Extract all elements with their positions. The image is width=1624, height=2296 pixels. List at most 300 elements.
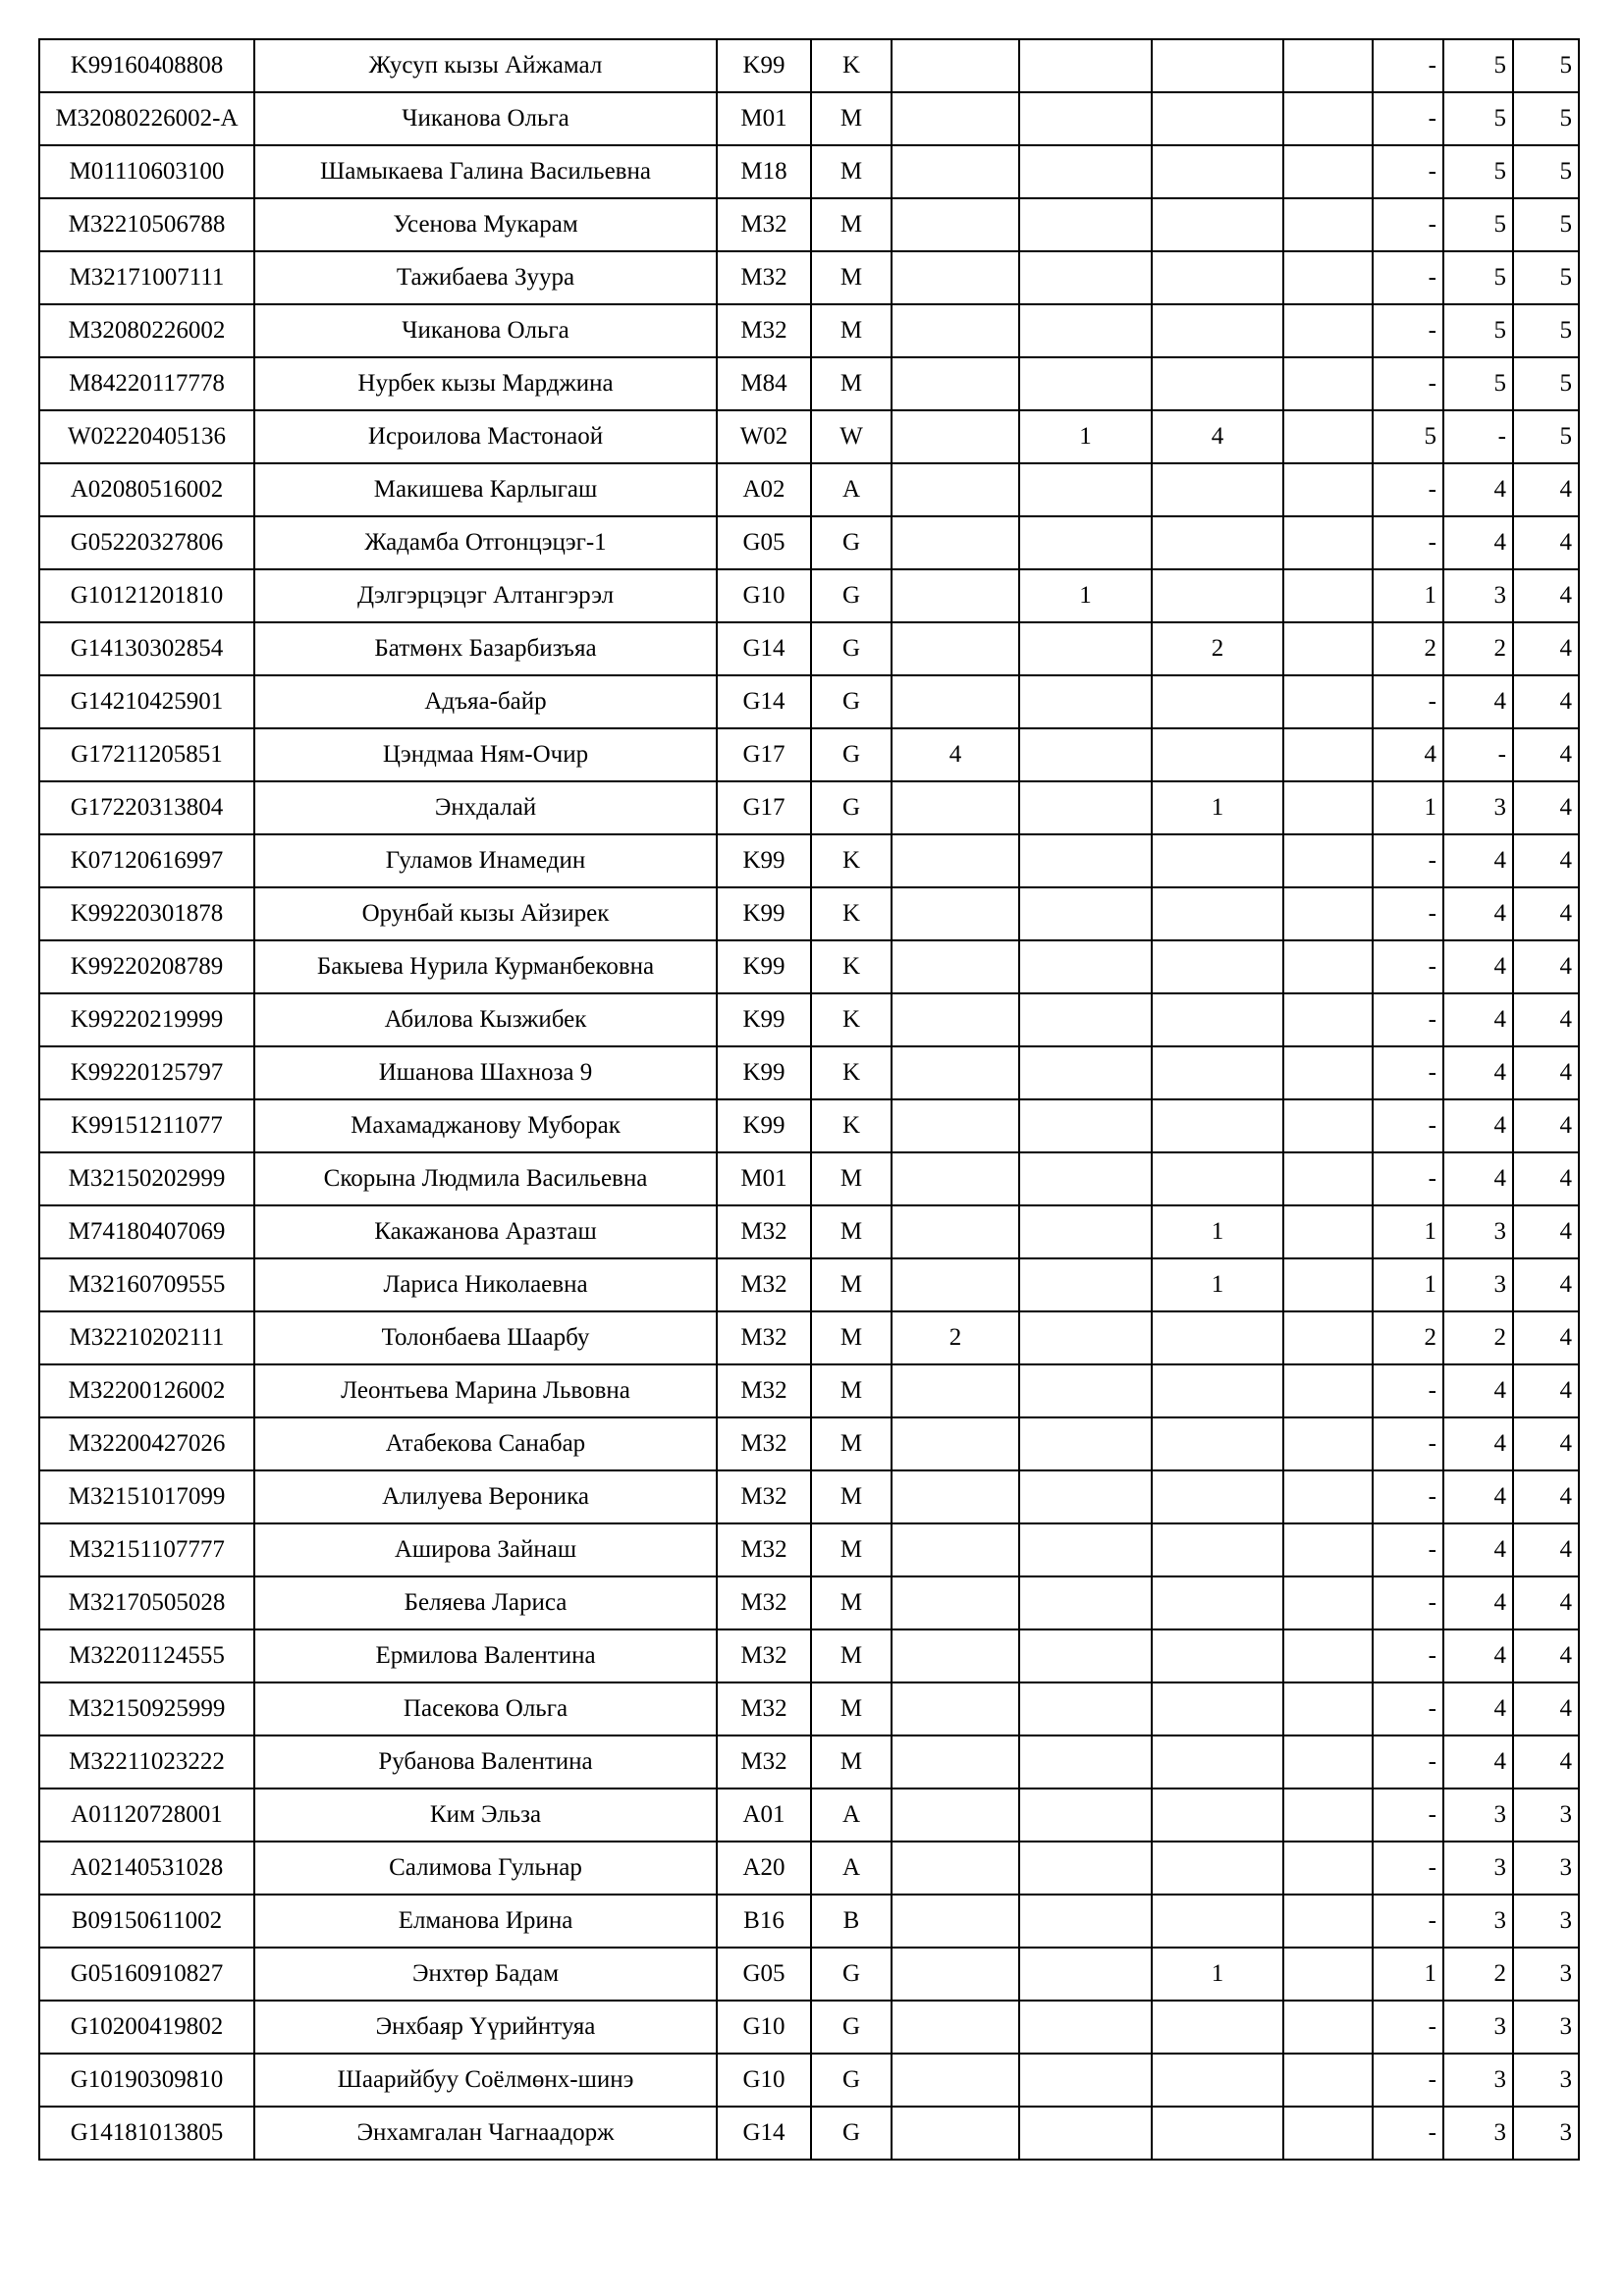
category-cell: M [811,1258,892,1311]
col-3-cell: 1 [1152,1205,1283,1258]
table-row [39,410,1579,463]
col-1-cell [892,39,1019,92]
col-2-cell [1019,1842,1152,1895]
category-cell: M [811,92,892,145]
group-cell: K99 [717,834,811,887]
subtotal-cell: - [1373,1842,1443,1895]
subtotal-cell: - [1373,39,1443,92]
category-cell: K [811,1046,892,1099]
col-1-cell [892,251,1019,304]
total-cell: 5 [1513,251,1579,304]
count-cell: 4 [1443,887,1513,940]
col-4-cell [1283,1735,1373,1789]
group-cell: M32 [717,198,811,251]
name-cell: Орунбай кызы Айзирек [254,887,717,940]
id-cell: M32080226002-A [39,92,254,145]
id-cell: G14130302854 [39,622,254,675]
col-4-cell [1283,940,1373,993]
subtotal-cell: - [1373,2107,1443,2160]
id-cell: M74180407069 [39,1205,254,1258]
name-cell: Цэндмаа Ням-Очир [254,728,717,781]
col-3-cell [1152,1576,1283,1629]
subtotal-cell: - [1373,198,1443,251]
col-4-cell [1283,357,1373,410]
name-cell: Батмөнх Базарбизъяа [254,622,717,675]
col-4-cell [1283,728,1373,781]
col-3-cell [1152,1682,1283,1735]
count-cell: - [1443,410,1513,463]
group-cell: G05 [717,1948,811,2001]
col-1-cell [892,1046,1019,1099]
col-2-cell [1019,198,1152,251]
col-3-cell [1152,516,1283,569]
col-2-cell [1019,1417,1152,1470]
col-1-cell [892,1629,1019,1682]
subtotal-cell: - [1373,357,1443,410]
col-3-cell [1152,39,1283,92]
col-1-cell [892,1576,1019,1629]
total-cell: 5 [1513,410,1579,463]
category-cell: K [811,834,892,887]
total-cell: 4 [1513,622,1579,675]
id-cell: W02220405136 [39,410,254,463]
id-cell: M84220117778 [39,357,254,410]
col-1-cell [892,1789,1019,1842]
count-cell: 4 [1443,1523,1513,1576]
table-row [39,1895,1579,1948]
count-cell: 5 [1443,92,1513,145]
table-row [39,516,1579,569]
col-2-cell [1019,1576,1152,1629]
col-2-cell: 1 [1019,569,1152,622]
name-cell: Энхтөр Бадам [254,1948,717,2001]
total-cell: 4 [1513,1470,1579,1523]
name-cell: Рубанова Валентина [254,1735,717,1789]
col-4-cell [1283,1046,1373,1099]
category-cell: W [811,410,892,463]
group-cell: K99 [717,940,811,993]
col-2-cell [1019,2054,1152,2107]
table-row [39,569,1579,622]
col-2-cell [1019,728,1152,781]
id-cell: G05220327806 [39,516,254,569]
group-cell: M32 [717,1576,811,1629]
table-row [39,781,1579,834]
col-4-cell [1283,516,1373,569]
col-4-cell [1283,1682,1373,1735]
name-cell: Исроилова Мастонаой [254,410,717,463]
table-row [39,1948,1579,2001]
col-1-cell [892,622,1019,675]
count-cell: 3 [1443,2054,1513,2107]
total-cell: 3 [1513,1842,1579,1895]
category-cell: G [811,728,892,781]
category-cell: K [811,39,892,92]
id-cell: M32170505028 [39,1576,254,1629]
col-1-cell [892,569,1019,622]
col-1-cell [892,1364,1019,1417]
id-cell: K99220301878 [39,887,254,940]
name-cell: Чиканова Ольга [254,304,717,357]
col-3-cell [1152,1842,1283,1895]
subtotal-cell: - [1373,92,1443,145]
total-cell: 4 [1513,1417,1579,1470]
id-cell: K99160408808 [39,39,254,92]
group-cell: M84 [717,357,811,410]
subtotal-cell: 4 [1373,728,1443,781]
total-cell: 5 [1513,145,1579,198]
col-1-cell [892,675,1019,728]
col-3-cell: 2 [1152,622,1283,675]
subtotal-cell: - [1373,1152,1443,1205]
count-cell: - [1443,728,1513,781]
total-cell: 4 [1513,1576,1579,1629]
col-4-cell [1283,1311,1373,1364]
name-cell: Абилова Кызжибек [254,993,717,1046]
category-cell: G [811,569,892,622]
table-row [39,2107,1579,2160]
col-3-cell [1152,887,1283,940]
id-cell: M32151107777 [39,1523,254,1576]
category-cell: M [811,251,892,304]
col-1-cell [892,357,1019,410]
col-3-cell [1152,1311,1283,1364]
col-4-cell [1283,1364,1373,1417]
col-2-cell [1019,622,1152,675]
col-4-cell [1283,1470,1373,1523]
id-cell: A02140531028 [39,1842,254,1895]
col-4-cell [1283,198,1373,251]
subtotal-cell: - [1373,516,1443,569]
col-1-cell [892,887,1019,940]
col-4-cell [1283,1629,1373,1682]
category-cell: G [811,1948,892,2001]
col-4-cell [1283,1258,1373,1311]
col-1-cell [892,940,1019,993]
col-3-cell: 1 [1152,781,1283,834]
col-4-cell [1283,1417,1373,1470]
group-cell: M32 [717,1205,811,1258]
subtotal-cell: 2 [1373,622,1443,675]
col-4-cell [1283,834,1373,887]
table-row [39,622,1579,675]
table-row [39,993,1579,1046]
subtotal-cell: 1 [1373,781,1443,834]
total-cell: 4 [1513,1629,1579,1682]
subtotal-cell: - [1373,675,1443,728]
col-1-cell [892,1842,1019,1895]
col-4-cell [1283,410,1373,463]
category-cell: M [811,1523,892,1576]
category-cell: M [811,198,892,251]
count-cell: 5 [1443,251,1513,304]
count-cell: 4 [1443,1576,1513,1629]
id-cell: G10121201810 [39,569,254,622]
col-3-cell [1152,198,1283,251]
col-2-cell [1019,2107,1152,2160]
subtotal-cell: - [1373,1895,1443,1948]
count-cell: 3 [1443,1258,1513,1311]
col-3-cell [1152,569,1283,622]
col-1-cell [892,2001,1019,2054]
col-4-cell [1283,993,1373,1046]
table-row [39,1152,1579,1205]
col-2-cell: 1 [1019,410,1152,463]
count-cell: 4 [1443,463,1513,516]
id-cell: G17211205851 [39,728,254,781]
group-cell: G10 [717,569,811,622]
col-3-cell [1152,993,1283,1046]
category-cell: B [811,1895,892,1948]
name-cell: Энхамгалан Чагнаадорж [254,2107,717,2160]
col-1-cell [892,834,1019,887]
total-cell: 4 [1513,993,1579,1046]
group-cell: A01 [717,1789,811,1842]
name-cell: Жусуп кызы Айжамал [254,39,717,92]
total-cell: 4 [1513,463,1579,516]
subtotal-cell: - [1373,2001,1443,2054]
subtotal-cell: - [1373,1682,1443,1735]
count-cell: 3 [1443,2107,1513,2160]
col-4-cell [1283,622,1373,675]
col-1-cell [892,1417,1019,1470]
name-cell: Пасекова Ольга [254,1682,717,1735]
col-3-cell: 1 [1152,1258,1283,1311]
category-cell: G [811,675,892,728]
col-4-cell [1283,145,1373,198]
category-cell: G [811,2107,892,2160]
category-cell: M [811,1682,892,1735]
col-3-cell [1152,1523,1283,1576]
table-row [39,675,1579,728]
group-cell: G14 [717,622,811,675]
table-row [39,2054,1579,2107]
subtotal-cell: - [1373,1046,1443,1099]
col-4-cell [1283,1895,1373,1948]
col-2-cell [1019,1789,1152,1842]
count-cell: 4 [1443,1152,1513,1205]
table-row [39,1629,1579,1682]
group-cell: M32 [717,1523,811,1576]
table-row [39,1205,1579,1258]
table-row [39,940,1579,993]
category-cell: M [811,1576,892,1629]
col-1-cell [892,2107,1019,2160]
id-cell: G05160910827 [39,1948,254,2001]
col-1-cell [892,516,1019,569]
total-cell: 4 [1513,1258,1579,1311]
total-cell: 4 [1513,1099,1579,1152]
count-cell: 2 [1443,1948,1513,2001]
table-row [39,1099,1579,1152]
subtotal-cell: - [1373,1364,1443,1417]
count-cell: 3 [1443,1205,1513,1258]
col-4-cell [1283,1152,1373,1205]
col-1-cell [892,1470,1019,1523]
col-1-cell [892,1152,1019,1205]
total-cell: 5 [1513,39,1579,92]
table-row [39,357,1579,410]
name-cell: Шамыкаева Галина Васильевна [254,145,717,198]
category-cell: A [811,1789,892,1842]
subtotal-cell: - [1373,834,1443,887]
table-row [39,92,1579,145]
group-cell: K99 [717,1099,811,1152]
total-cell: 4 [1513,834,1579,887]
name-cell: Салимова Гульнар [254,1842,717,1895]
col-3-cell [1152,1470,1283,1523]
table-row [39,304,1579,357]
total-cell: 4 [1513,1205,1579,1258]
total-cell: 4 [1513,1311,1579,1364]
id-cell: M32210202111 [39,1311,254,1364]
category-cell: M [811,1152,892,1205]
total-cell: 4 [1513,1735,1579,1789]
group-cell: M32 [717,1311,811,1364]
col-4-cell [1283,1842,1373,1895]
col-4-cell [1283,1523,1373,1576]
id-cell: A02080516002 [39,463,254,516]
subtotal-cell: - [1373,1576,1443,1629]
name-cell: Энхдалай [254,781,717,834]
col-3-cell [1152,1152,1283,1205]
group-cell: M01 [717,1152,811,1205]
total-cell: 4 [1513,728,1579,781]
col-3-cell [1152,304,1283,357]
col-3-cell [1152,357,1283,410]
category-cell: M [811,1417,892,1470]
col-3-cell [1152,2001,1283,2054]
name-cell: Ишанова Шахноза 9 [254,1046,717,1099]
col-2-cell [1019,1735,1152,1789]
col-3-cell [1152,728,1283,781]
id-cell: K99220125797 [39,1046,254,1099]
category-cell: M [811,145,892,198]
subtotal-cell: 2 [1373,1311,1443,1364]
col-1-cell [892,92,1019,145]
subtotal-cell: - [1373,1523,1443,1576]
col-4-cell [1283,1576,1373,1629]
name-cell: Какажанова Аразташ [254,1205,717,1258]
col-4-cell [1283,304,1373,357]
count-cell: 5 [1443,304,1513,357]
subtotal-cell: - [1373,1789,1443,1842]
col-4-cell [1283,39,1373,92]
col-2-cell [1019,92,1152,145]
col-3-cell [1152,1099,1283,1152]
col-1-cell [892,1258,1019,1311]
id-cell: K99220219999 [39,993,254,1046]
count-cell: 4 [1443,1682,1513,1735]
col-2-cell [1019,145,1152,198]
col-4-cell [1283,2054,1373,2107]
name-cell: Леонтьева Марина Львовна [254,1364,717,1417]
subtotal-cell: - [1373,304,1443,357]
group-cell: G14 [717,2107,811,2160]
group-cell: M32 [717,1258,811,1311]
name-cell: Дэлгэрцэцэг Алтангэрэл [254,569,717,622]
table-row [39,1311,1579,1364]
group-cell: A02 [717,463,811,516]
table-row [39,463,1579,516]
col-4-cell [1283,463,1373,516]
col-1-cell [892,1523,1019,1576]
col-2-cell [1019,993,1152,1046]
count-cell: 4 [1443,1417,1513,1470]
col-2-cell [1019,887,1152,940]
group-cell: K99 [717,1046,811,1099]
count-cell: 4 [1443,1470,1513,1523]
col-3-cell: 1 [1152,1948,1283,2001]
col-4-cell [1283,1099,1373,1152]
col-2-cell [1019,1682,1152,1735]
id-cell: K07120616997 [39,834,254,887]
count-cell: 4 [1443,516,1513,569]
table-row [39,1842,1579,1895]
group-cell: M32 [717,304,811,357]
col-2-cell [1019,1152,1152,1205]
col-1-cell [892,1735,1019,1789]
name-cell: Адъяа-байр [254,675,717,728]
subtotal-cell: - [1373,145,1443,198]
total-cell: 5 [1513,92,1579,145]
table-row [39,728,1579,781]
col-1-cell [892,463,1019,516]
table-row [39,1364,1579,1417]
name-cell: Усенова Мукарам [254,198,717,251]
col-4-cell [1283,251,1373,304]
col-4-cell [1283,569,1373,622]
col-2-cell [1019,251,1152,304]
total-cell: 5 [1513,357,1579,410]
id-cell: K99220208789 [39,940,254,993]
table-row [39,1470,1579,1523]
col-2-cell [1019,1895,1152,1948]
col-2-cell [1019,675,1152,728]
col-2-cell [1019,2001,1152,2054]
col-3-cell [1152,2107,1283,2160]
category-cell: G [811,781,892,834]
col-3-cell [1152,1364,1283,1417]
col-2-cell [1019,516,1152,569]
group-cell: K99 [717,993,811,1046]
table-row [39,1682,1579,1735]
table-row [39,1523,1579,1576]
col-4-cell [1283,1948,1373,2001]
count-cell: 3 [1443,1895,1513,1948]
name-cell: Ермилова Валентина [254,1629,717,1682]
count-cell: 4 [1443,1046,1513,1099]
count-cell: 3 [1443,1789,1513,1842]
count-cell: 2 [1443,1311,1513,1364]
col-2-cell [1019,1523,1152,1576]
col-1-cell [892,1205,1019,1258]
group-cell: M32 [717,1364,811,1417]
id-cell: G14181013805 [39,2107,254,2160]
category-cell: M [811,1629,892,1682]
group-cell: G05 [717,516,811,569]
col-2-cell [1019,940,1152,993]
col-1-cell [892,1099,1019,1152]
col-2-cell [1019,1046,1152,1099]
name-cell: Елманова Ирина [254,1895,717,1948]
col-3-cell [1152,940,1283,993]
col-1-cell [892,304,1019,357]
subtotal-cell: - [1373,993,1443,1046]
name-cell: Атабекова Санабар [254,1417,717,1470]
col-4-cell [1283,1789,1373,1842]
subtotal-cell: 5 [1373,410,1443,463]
